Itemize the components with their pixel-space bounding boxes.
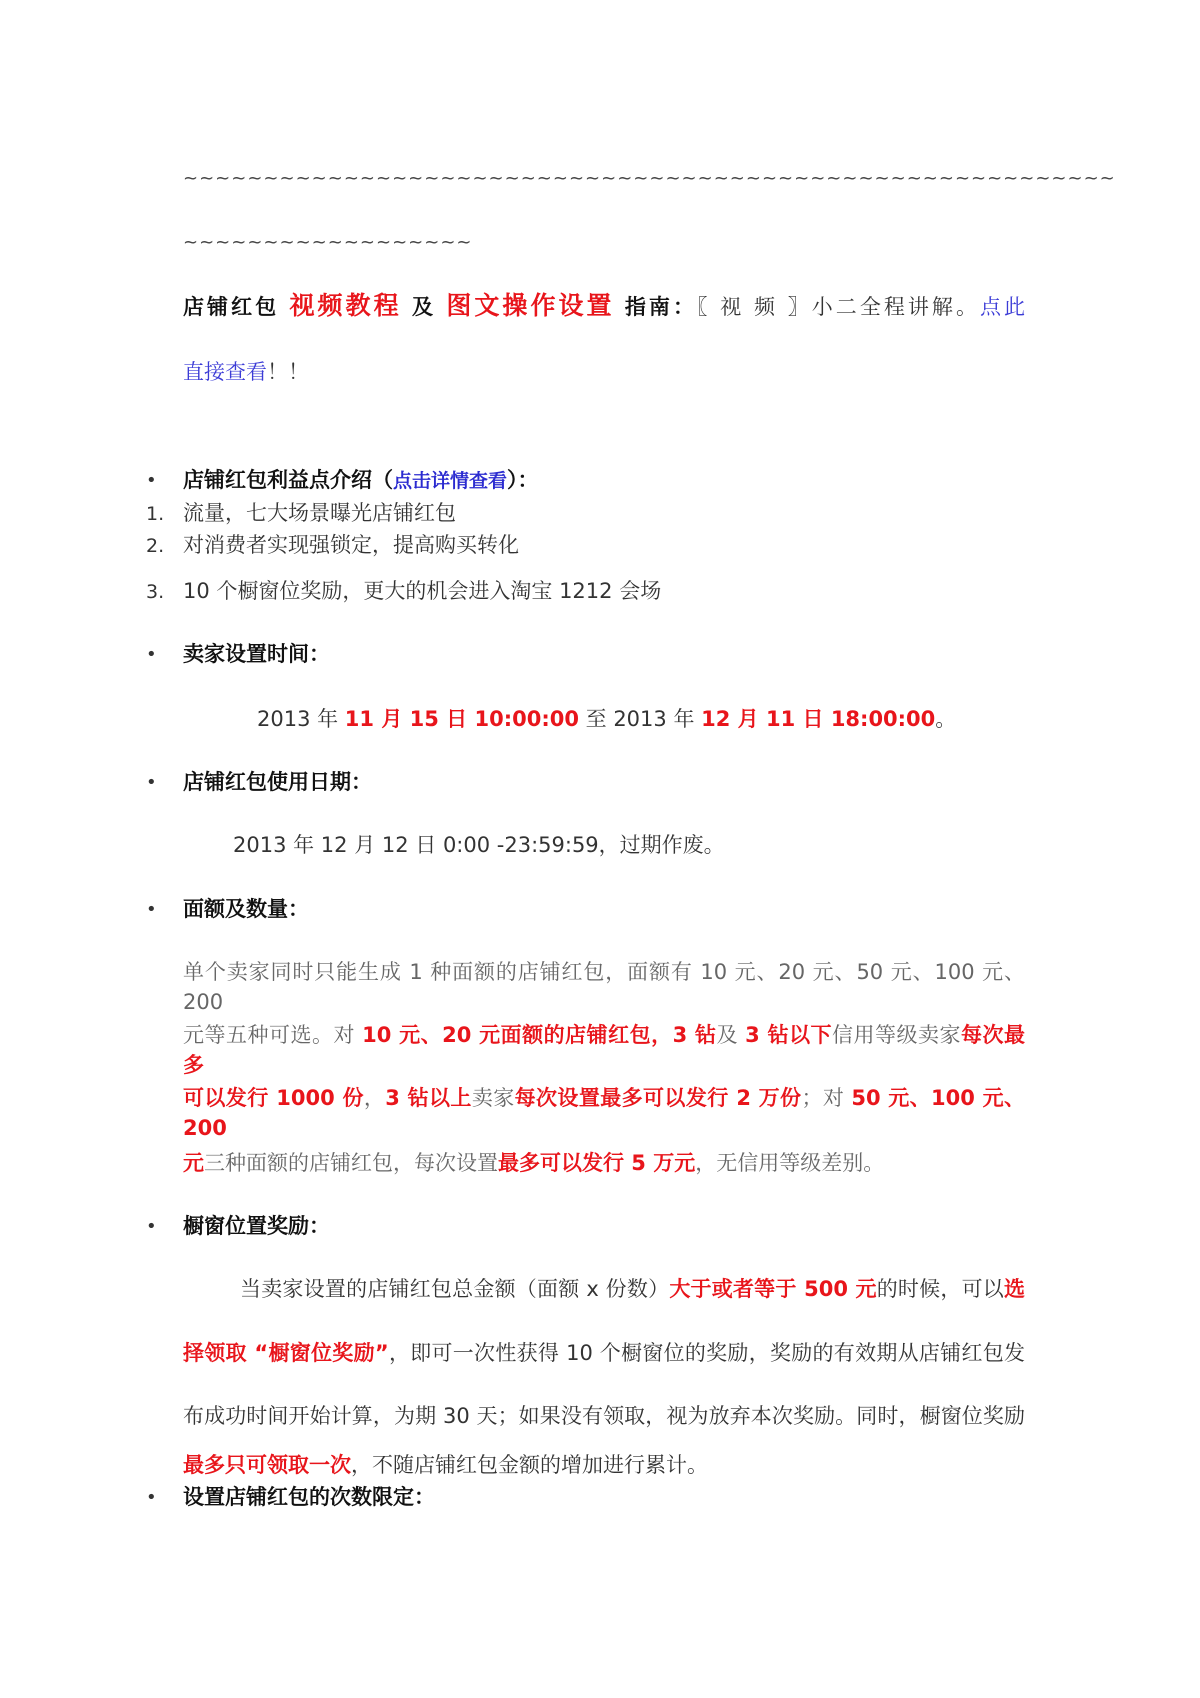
benefit-1 (183, 498, 456, 528)
highlight-text: 最多只可领取一次 (183, 1453, 351, 1477)
text-segment: 2013 年 (257, 707, 345, 731)
highlight-text: 元 (183, 1151, 204, 1175)
text-segment: ，不随店铺红包金额的增加进行累计。 (351, 1453, 708, 1477)
amount-heading (183, 894, 309, 924)
text-segment: 的时候，可以 (876, 1277, 1005, 1301)
text-segment: ）： (507, 468, 539, 492)
highlight-text: 择领取 “橱窗位奖励” (183, 1341, 389, 1365)
highlight-text: 每次最多 (183, 1023, 1025, 1077)
limit-heading (183, 1482, 435, 1512)
benefit-3 (183, 576, 661, 606)
guide-heading (183, 291, 1025, 322)
text-segment: 店铺红包利益点介绍（ (183, 468, 393, 492)
highlight-text: 图文操作设置 (446, 291, 615, 320)
text-segment: 布成功时间开始计算，为期 30 天；如果没有领取，视为放弃本次奖励。同时，橱窗位奖励 (183, 1404, 1025, 1428)
list-number: 2. (146, 535, 165, 557)
bullet-marker: • (146, 1487, 157, 1508)
text-segment: 及 (716, 1023, 746, 1047)
highlight-text: 12 月 11 日 18:00:00 (701, 707, 936, 731)
tilde-divider: ~~~~~~~~~~~~~~~~~~ (183, 232, 473, 253)
use-date-heading (183, 767, 372, 797)
text-segment: 信用等级卖家 (832, 1023, 961, 1047)
highlight-text: 3 钻以下 (745, 1023, 833, 1047)
amount-p4 (183, 1148, 884, 1178)
text-segment: 。 (935, 707, 957, 731)
text-segment: 指南： (614, 295, 697, 319)
setup-time (257, 704, 956, 734)
amount-p2 (183, 1020, 1025, 1080)
highlight-text: 50 元、100 元、200 (183, 1086, 1026, 1140)
text-segment: 店铺红包使用日期： (183, 770, 372, 794)
bullet-marker: • (146, 772, 157, 793)
use-date (233, 830, 725, 860)
text-segment: 单个卖家同时只能生成 1 种面额的店铺红包，面额有 10 元、20 元、50 元、100 元、200 (183, 960, 1025, 1014)
text-segment: 当卖家设置的店铺红包总金额（面额 x 份数） (240, 1277, 670, 1301)
text-segment: 卖家设置时间： (183, 642, 330, 666)
text-segment: 流量，七大场景曝光店铺红包 (183, 501, 456, 525)
highlight-text: 大于或者等于 500 元 (669, 1277, 877, 1301)
window-p1 (240, 1274, 1025, 1304)
amount-p1 (183, 957, 1025, 1017)
tilde-divider: ~~~~~~~~~~~~~~~~~~~~~~~~~~~~~~~~~~~~~~~~~~~~~~~~~~~~~~~~~~ (183, 168, 1116, 189)
highlight-text: 10 元、20 元面额的店铺红包，3 钻 (362, 1023, 717, 1047)
bullet-marker: • (146, 899, 157, 920)
window-p4 (183, 1450, 708, 1480)
amount-p3 (183, 1083, 1025, 1143)
bullet-marker: • (146, 1216, 157, 1237)
highlight-text: 11 月 15 日 10:00:00 (344, 707, 579, 731)
text-segment: 〖 视 频 〗小二全程讲解。 (697, 295, 980, 319)
setup-time-heading (183, 639, 330, 669)
text-segment: 2013 年 12 月 12 日 0:00 -23:59:59，过期作废。 (233, 833, 725, 857)
highlight-text: 视频教程 (289, 291, 402, 320)
list-number: 1. (146, 503, 165, 525)
highlight-text: 选 (1004, 1277, 1026, 1301)
text-segment: 卖家 (471, 1086, 515, 1110)
text-segment: 至 2013 年 (578, 707, 702, 731)
text-segment: ，即可一次性获得 10 个橱窗位的奖励，奖励的有效期从店铺红包发 (388, 1341, 1025, 1365)
text-segment: 橱窗位置奖励： (183, 1214, 330, 1238)
text-segment: ；对 (801, 1086, 852, 1110)
list-number: 3. (146, 581, 165, 603)
text-segment: ！！ (267, 360, 309, 384)
text-segment: 对消费者实现强锁定，提高购买转化 (183, 533, 519, 557)
text-segment: 三种面额的店铺红包，每次设置 (204, 1151, 498, 1175)
text-segment: 10 个橱窗位奖励，更大的机会进入淘宝 1212 会场 (183, 579, 662, 603)
benefit-2 (183, 530, 519, 560)
text-segment: 及 (401, 295, 447, 319)
window-p2 (183, 1338, 1025, 1368)
text-segment: 店铺红包 (183, 295, 290, 319)
link-text[interactable]: 点此 (979, 295, 1026, 319)
window-heading (183, 1211, 330, 1241)
text-segment: 元等五种可选。对 (183, 1023, 363, 1047)
highlight-text: 3 钻以上 (385, 1086, 472, 1110)
highlight-text: 每次设置最多可以发行 2 万份 (514, 1086, 802, 1110)
window-p3 (183, 1401, 1025, 1431)
benefits-heading (183, 465, 539, 496)
highlight-text: 可以发行 1000 份 (183, 1086, 364, 1110)
link-text[interactable]: 点击详情查看 (393, 470, 508, 492)
text-segment: 面额及数量： (183, 897, 309, 921)
text-segment: 设置店铺红包的次数限定： (183, 1485, 435, 1509)
text-segment: ， (363, 1086, 386, 1110)
highlight-text: 最多可以发行 5 万元 (498, 1151, 696, 1175)
bullet-marker: • (146, 470, 157, 491)
bullet-marker: • (146, 644, 157, 665)
text-segment: ，无信用等级差别。 (695, 1151, 885, 1175)
link-text[interactable]: 直接查看 (183, 360, 267, 384)
guide-link-cont (183, 357, 309, 387)
